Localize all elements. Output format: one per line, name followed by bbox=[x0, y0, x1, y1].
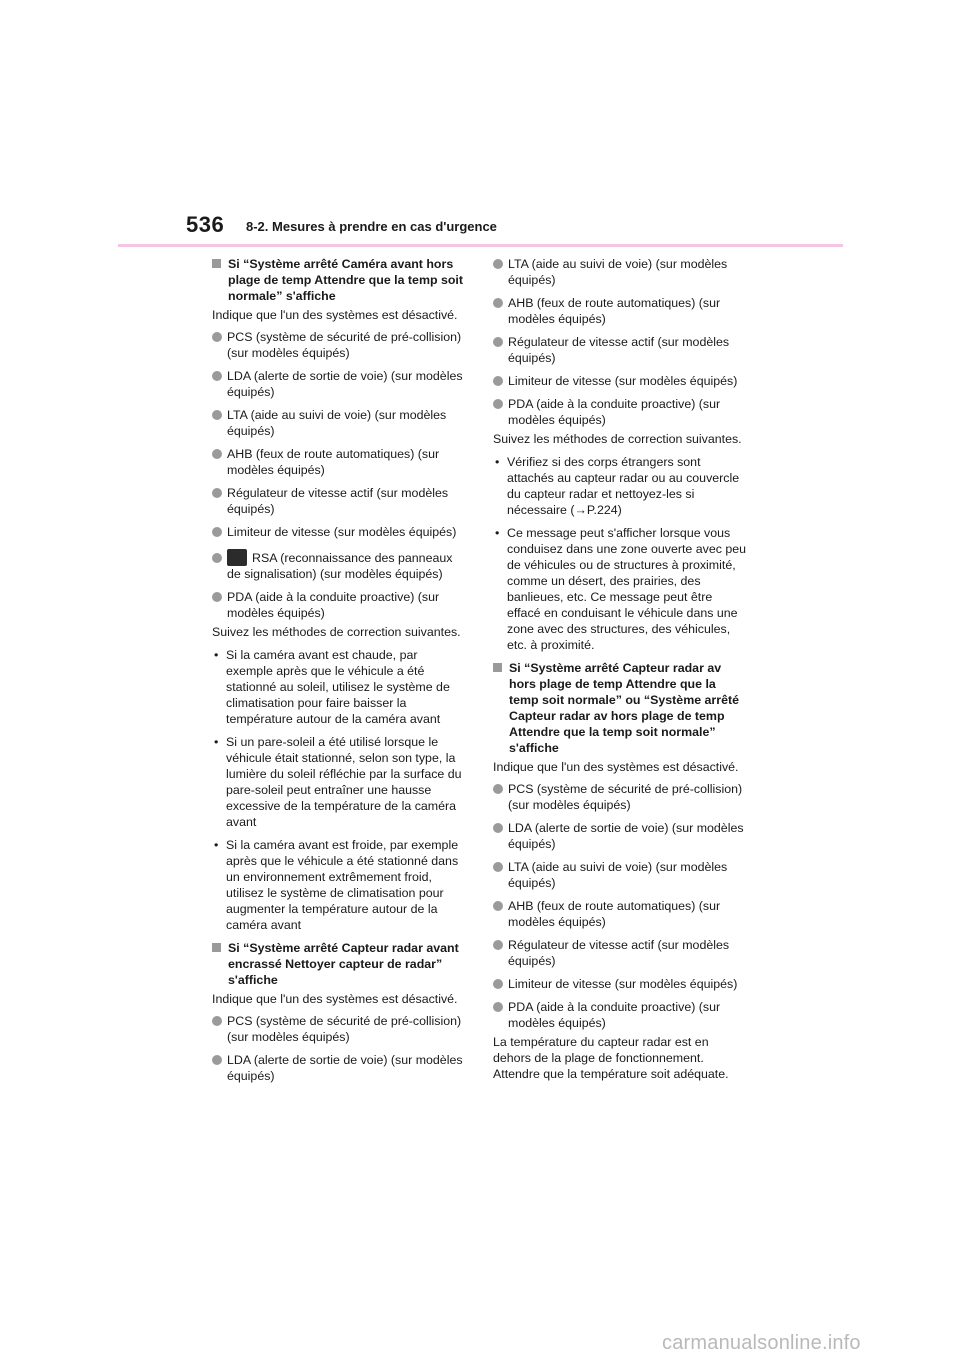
circle-bullet-icon bbox=[212, 592, 222, 602]
list-item: AHB (feux de route automatiques) (sur modèles équipés) bbox=[493, 295, 747, 327]
circle-bullet-icon bbox=[493, 823, 503, 833]
list-item: PCS (système de sécurité de pré-collision) (sur modèles équipés) bbox=[212, 329, 466, 361]
circle-bullet-icon bbox=[493, 376, 503, 386]
list-item: LTA (aide au suivi de voie) (sur modèles équipés) bbox=[493, 256, 747, 288]
header-rule bbox=[118, 244, 843, 247]
list-item: AHB (feux de route automatiques) (sur modèles équipés) bbox=[212, 446, 466, 478]
section-heading bbox=[212, 256, 466, 304]
section-heading bbox=[212, 940, 466, 988]
circle-bullet-icon bbox=[493, 862, 503, 872]
paragraph: Indique que l'un des systèmes est désactivé. bbox=[493, 760, 739, 774]
dot-item: • Si un pare-soleil a été utilisé lorsque le véhicule était stationné, selon son type, la lumière du soleil réfléchie par la surface du pare-soleil peut entraîner une hausse excessive de la température de la caméra avant bbox=[214, 735, 462, 829]
square-bullet-icon bbox=[212, 943, 221, 952]
dot-bullet-icon: • bbox=[495, 526, 500, 540]
dot-item: • Si la caméra avant est chaude, par exemple après que le véhicule a été stationné au soleil, utilisez le système de climatisation pour faire baisser la température autour de la caméra avant bbox=[214, 648, 450, 726]
list-item: LDA (alerte de sortie de voie) (sur modèles équipés) bbox=[212, 368, 466, 400]
circle-bullet-icon bbox=[493, 337, 503, 347]
list-item: Régulateur de vitesse actif (sur modèles équipés) bbox=[493, 937, 747, 969]
list-item: PDA (aide à la conduite proactive) (sur modèles équipés) bbox=[212, 589, 466, 621]
paragraph: Indique que l'un des systèmes est désactivé. bbox=[212, 308, 458, 322]
section-heading bbox=[493, 660, 747, 756]
list-item: LTA (aide au suivi de voie) (sur modèles équipés) bbox=[493, 859, 747, 891]
list-item: Limiteur de vitesse (sur modèles équipés) bbox=[493, 976, 747, 992]
right-column bbox=[493, 256, 747, 1088]
list-item: AHB (feux de route automatiques) (sur modèles équipés) bbox=[493, 898, 747, 930]
dot-bullet-icon: • bbox=[214, 735, 219, 749]
circle-bullet-icon bbox=[212, 1055, 222, 1065]
circle-bullet-icon bbox=[212, 1016, 222, 1026]
list-item: LDA (alerte de sortie de voie) (sur modèles équipés) bbox=[212, 1052, 466, 1084]
dot-bullet-icon: • bbox=[214, 648, 219, 662]
circle-bullet-icon bbox=[493, 298, 503, 308]
dot-item: • Vérifiez si des corps étrangers sont attachés au capteur radar ou au couvercle du capteur radar et nettoyez-les si nécessaire (→P.224) bbox=[495, 455, 740, 517]
circle-bullet-icon bbox=[212, 410, 222, 420]
heading-text: Si “Système arrêté Caméra avant hors plage de temp Attendre que la temp soit normale” s'affiche bbox=[228, 257, 463, 303]
square-bullet-icon bbox=[493, 663, 502, 672]
list-item: Régulateur de vitesse actif (sur modèles équipés) bbox=[212, 485, 466, 517]
heading-text: Si “Système arrêté Capteur radar avant encrassé Nettoyer capteur de radar” s'affiche bbox=[228, 941, 459, 987]
list-item: PCS (système de sécurité de pré-collision) (sur modèles équipés) bbox=[493, 781, 747, 813]
paragraph: Indique que l'un des systèmes est désactivé. bbox=[212, 992, 458, 1006]
dot-item: • Ce message peut s'afficher lorsque vous conduisez dans une zone ouverte avec peu de véhicules ou de structures à proximité, comme un désert, des prairies, des banlieues, etc. Ce message peut être effacé en conduisant le véhicule dans une zone avec des structures, des véhicules, etc. à proximité. bbox=[495, 526, 747, 652]
circle-bullet-icon bbox=[212, 553, 222, 563]
list-item: LDA (alerte de sortie de voie) (sur modèles équipés) bbox=[493, 820, 747, 852]
paragraph: La température du capteur radar est en dehors de la plage de fonctionnement. Attendre que la température soit adéquate. bbox=[493, 1035, 729, 1081]
dot-bullet-icon: • bbox=[495, 455, 500, 469]
left-column bbox=[212, 256, 466, 1091]
circle-bullet-icon bbox=[493, 399, 503, 409]
dot-item: • Si la caméra avant est froide, par exemple après que le véhicule a été stationné dans un environnement extrêmement froid, utilisez le système de climatisation pour augmenter la température autour de la caméra avant bbox=[214, 838, 459, 932]
list-item: PDA (aide à la conduite proactive) (sur modèles équipés) bbox=[493, 396, 747, 428]
rsa-sign-icon bbox=[227, 549, 247, 566]
circle-bullet-icon bbox=[212, 371, 222, 381]
circle-bullet-icon bbox=[493, 901, 503, 911]
section-title: 8-2. Mesures à prendre en cas d'urgence bbox=[246, 219, 497, 234]
list-item: Régulateur de vitesse actif (sur modèles équipés) bbox=[493, 334, 747, 366]
list-item-rsa: RSA (reconnaissance des panneaux de signalisation) (sur modèles équipés) bbox=[212, 547, 466, 582]
list-item: Limiteur de vitesse (sur modèles équipés) bbox=[493, 373, 747, 389]
list-item: PCS (système de sécurité de pré-collision) (sur modèles équipés) bbox=[212, 1013, 466, 1045]
list-item: PDA (aide à la conduite proactive) (sur modèles équipés) bbox=[493, 999, 747, 1031]
paragraph: Suivez les méthodes de correction suivantes. bbox=[493, 432, 742, 446]
paragraph: Suivez les méthodes de correction suivantes. bbox=[212, 625, 461, 639]
circle-bullet-icon bbox=[493, 259, 503, 269]
circle-bullet-icon bbox=[212, 449, 222, 459]
circle-bullet-icon bbox=[493, 979, 503, 989]
list-item: Limiteur de vitesse (sur modèles équipés) bbox=[212, 524, 466, 540]
list-item: LTA (aide au suivi de voie) (sur modèles équipés) bbox=[212, 407, 466, 439]
circle-bullet-icon bbox=[212, 488, 222, 498]
page-number: 536 bbox=[186, 212, 225, 237]
circle-bullet-icon bbox=[212, 527, 222, 537]
circle-bullet-icon bbox=[493, 784, 503, 794]
heading-text: Si “Système arrêté Capteur radar av hors plage de temp Attendre que la temp soit normale” ou “Système arrêté Capteur radar av hors plage de temp Attendre que la temp soit normale” s'affiche bbox=[509, 661, 739, 755]
square-bullet-icon bbox=[212, 259, 221, 268]
watermark: carmanualsonline.info bbox=[662, 1332, 861, 1354]
circle-bullet-icon bbox=[212, 332, 222, 342]
dot-bullet-icon: • bbox=[214, 838, 219, 852]
circle-bullet-icon bbox=[493, 1002, 503, 1012]
circle-bullet-icon bbox=[493, 940, 503, 950]
